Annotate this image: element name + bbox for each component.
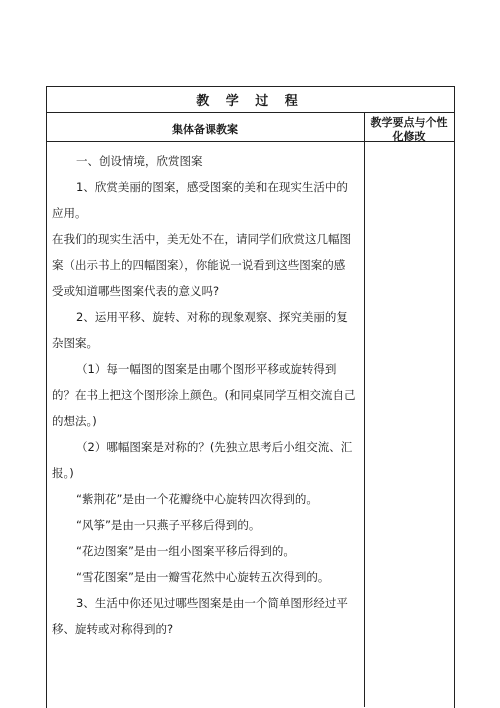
content-line: “花边图案”是由一组小图案平移后得到的。 [76,544,295,558]
divider-title [46,112,454,113]
right-column-header-line2: 化修改 [392,130,426,143]
page-title: 教 学 过 程 [196,94,304,109]
content-line: （2）哪幅图案是对称的？(先独立思考后小组交流、汇 [76,440,353,454]
content-line: 一、创设情境，欣赏图案 [76,154,203,168]
content-line: 的想法。) [52,414,97,428]
content-line: （1）每一幅图的图案是由哪个图形平移或旋转得到 [76,362,337,376]
content-line: “紫荆花”是由一个花瓣绕中心旋转四次得到的。 [76,492,318,506]
content-line: 案（出示书上的四幅图案），你能说一说看到这些图案的感 [52,258,346,272]
content-line: “雪花图案”是由一瓣雪花然中心旋转五次得到的。 [76,570,330,584]
right-column-header [365,116,453,144]
content-line: 2、运用平移、旋转、对称的现象观察、探究美丽的复 [76,310,348,324]
lesson-content [52,148,360,642]
content-line: 杂图案。 [52,336,98,350]
column-divider [364,112,365,707]
content-line: 移、旋转或对称得到的? [52,622,174,636]
content-line: 在我们的现实生活中，美无处不在，请同学们欣赏这几幅图 [52,232,351,246]
content-line: 受或知道哪些图案代表的意义吗? [52,284,220,298]
content-line: 应用。 [52,206,87,220]
left-column-header: 集体备课教案 [172,123,238,136]
content-line: 1、欣赏美丽的图案，感受图案的美和在现实生活中的 [76,180,348,194]
content-line: 报。) [52,466,74,480]
content-line: “风筝”是由一只燕子平移后得到的。 [76,518,261,532]
content-line: 的？在书上把这个图形涂上颜色。(和同桌同学互相交流自己 [52,388,356,402]
content-line: 3、生活中你还见过哪些图案是由一个简单图形经过平 [76,596,348,610]
right-column-header-line1: 教学要点与个性 [370,116,448,129]
